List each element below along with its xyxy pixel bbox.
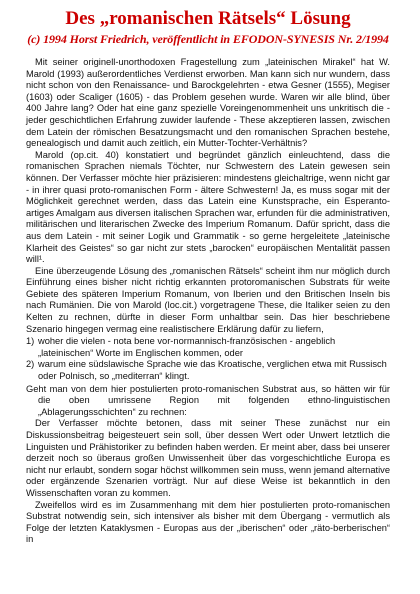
paragraph: Marold (op.cit. 40) konstatiert und begründet gänzlich einleuchtend, dass die romanischen Sprachen niemals Töchter, nur Schwestern des Latein gewesen sein können. Der Verfasser möchte hier präzisieren: mindestens gleichaltrige, wenn nicht gar - in ihrer quasi proto-romanischen Form - ältere Schwestern! Ja, es muss sogar mit der Möglichkeit gerechnet werden, dass das Latein eine Kunstsprache, ein Esperanto-artiges Amalgam aus diversen italischen Sprachen war, erfunden für die administrativen, militärischen und literarischen Zwecke des Imperium Romanum. Dafür spricht, dass die aus dem Latein - mit seiner Logik und Grammatik - so gerne hergeleitete „lateinische Klarheit des Geistes“ so gar nicht zur stets „barocken“ europäischen Mentalität passen will¹.	[26, 149, 390, 265]
document-body	[26, 57, 390, 546]
paragraph: Mit seiner originell-unorthodoxen Fragestellung zum „lateinischen Mirakel“ hat W. Marold (1993) außerordentliches Verdienst erworben. Man kann sich nur wundern, dass nicht schon von den Renaissance- und Barockgelehrten - etwa Gesner (1555), Megiser (1603) oder Scaliger (1605) - das Problem gesehen wurde. Waren wir alle blind, über 400 Jahre lang? Oder hat eine ganz spezielle Voreingenommenheit uns unkritisch die - jeder geschichtlichen Erfahrung zuwider laufende - These akzeptieren lassen, zwischen dem Latein der römischen Besatzungsmacht und den romanischen Sprachen bestehe, genealogisch und damit auch zeitlich, ein Mutter-Tochter-Verhältnis?	[26, 57, 390, 149]
paragraph: Zweifellos wird es im Zusammenhang mit dem hier postulierten proto-romanischen Substrat notwendig sein, sich intensiver als bisher mit dem Übergang - vermutlich als Folge der letzten Kataklysmen - Europas aus der „iberischen“ oder „räto-berberischen“ in	[26, 499, 390, 545]
list-item-text: warum eine südslawische Sprache wie das Kroatische, verglichen etwa mit Russisch oder Polnisch, so „mediterran“ klingt.	[38, 359, 387, 382]
list-item-number: 2)	[26, 359, 35, 370]
list-item-number: 1)	[26, 336, 35, 347]
numbered-list	[26, 336, 390, 382]
list-item	[26, 359, 390, 382]
hanging-paragraph: Geht man von dem hier postulierten proto-romanischen Substrat aus, so hätten wir für die oben umrissene Region mit folgenden ethno-linguistischen „Ablagerungsschichten“ zu rechnen:	[26, 383, 390, 417]
paragraph: Der Verfasser möchte betonen, dass mit seiner These zunächst nur ein Diskussionsbeitrag beigesteuert sein soll, über dessen Wert oder Unwert letztlich die Linguisten und Prähistoriker zu befinden haben werden. Er meint aber, dass bei unserer derzeit noch so überaus großen Unwissenheit über das vorgeschichtliche Europa es nicht nur erlaubt, sondern sogar höchst willkommen sein muss, wenn jemand alternative oder ergänzende Szenarien vorträgt. Nur auf diese Weise ist bekanntlich in den Wissenschaften voran zu kommen.	[26, 418, 390, 498]
list-item-text: woher die vielen - nota bene vor-normannisch-französischen - angeblich „lateinischen“ Worte im Englischen kommen, oder	[38, 336, 336, 358]
document-title: Des „romanischen Rätsels“ Lösung	[65, 8, 351, 29]
document-subtitle: (c) 1994 Horst Friedrich, veröffentlicht in EFODON-SYNESIS Nr. 2/1994	[27, 32, 389, 46]
list-item	[26, 336, 390, 359]
paragraph: Eine überzeugende Lösung des „romanischen Rätsels“ scheint ihm nur möglich durch Einführung eines bisher nicht richtig erkannten protoromanischen Substrats für weite Gebiete des späteren Imperium Romanum, von Iberien und den Britischen Inseln bis nach Rumänien. Die von Marold (loc.cit.) vorgetragene These, die Italiker seien zu den Kelten zu rechnen, dürfte in dieser Form unhaltbar sein. Das hier beschriebene Szenario hingegen vermag eine realistischere Erklärung dafür zu liefern,	[26, 265, 390, 334]
